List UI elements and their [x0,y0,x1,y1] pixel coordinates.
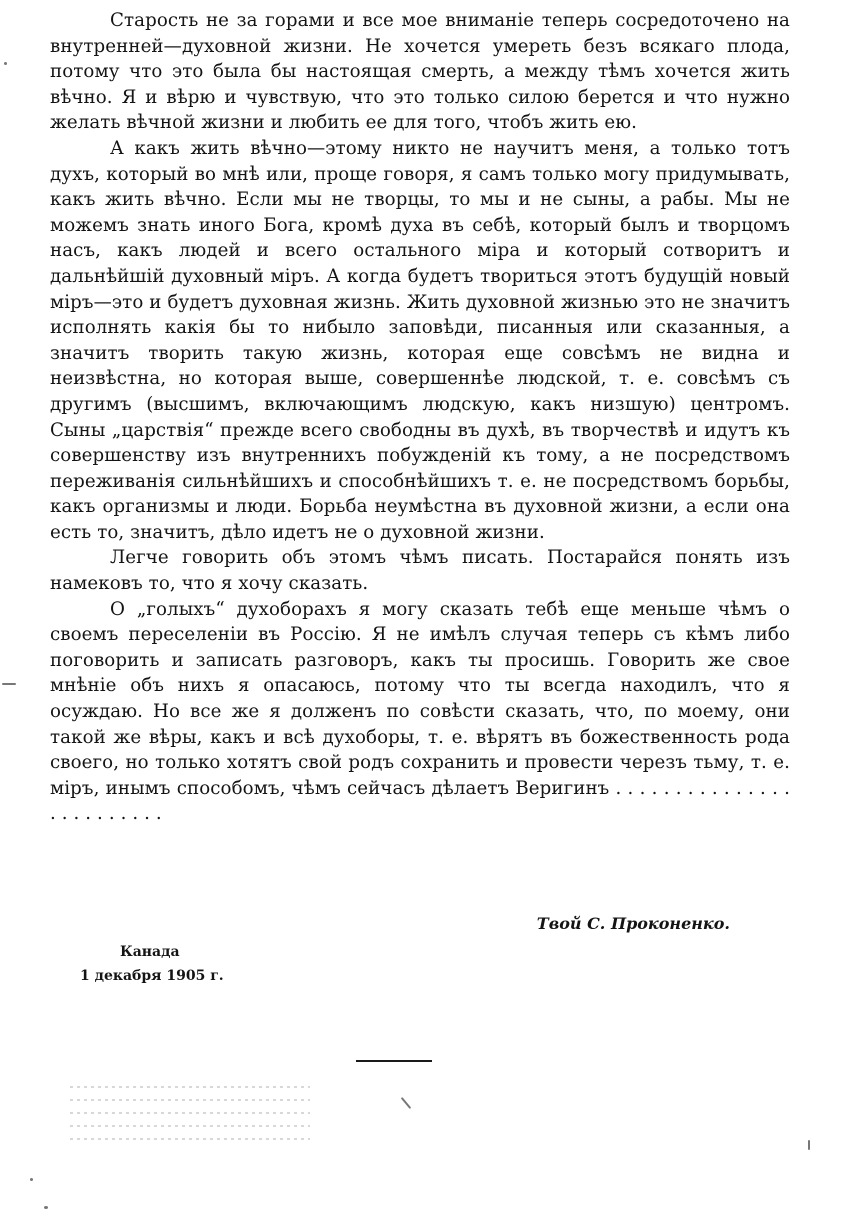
place-date-block [80,940,224,988]
scan-speck [44,1206,48,1209]
bleed-line [70,1125,310,1127]
bleed-line [70,1086,310,1088]
paragraph-3: Легче говорить объ этомъ чѣмъ писать. Постарайся понять изъ намековъ то, что я хочу сказать. [50,547,790,595]
bleed-line [70,1099,310,1101]
scan-speck [2,683,16,685]
date: 1 декабря 1905 г. [80,968,224,984]
place: Канада [120,944,180,960]
bleed-line [70,1112,310,1114]
bleed-through-text [70,1075,310,1151]
paragraph-4: О „голыхъ“ духоборахъ я могу сказать тебѣ еще меньше чѣмъ о своемъ переселеніи въ Россію. Я не имѣлъ случая теперь съ кѣмъ либо поговорить и записать разговоръ, какъ ты просишь. Говорить же свое мнѣніе объ нихъ я опасаюсь, потому что ты всегда находилъ, что я осуждаю. Но все же я долженъ по совѣсти сказать, что, по моему, они такой же вѣры, какъ и всѣ духоборы, т. е. вѣрятъ въ божественность рода своего, но только хотятъ свой родъ сохранить и провести черезъ тьму, т. е. міръ, инымъ способомъ, чѣмъ сейчасъ дѣлаетъ Веригинъ . . . . . . . . . . . . . . . . . . . . . . . . . [50,598,790,825]
bleed-line [70,1138,310,1140]
letter-body [50,8,790,827]
closing-rule [356,1060,432,1062]
scan-speck [30,1178,33,1181]
paragraph-1: Старость не за горами и все мое вниманіе теперь сосредоточено на внутренней—духовной жизни. Не хочется умереть безъ всякаго плода, потому что это была бы настоящая смерть, а между тѣмъ хочется жить вѣчно. Я и вѣрю и чувствую, что это только силою берется и что нужно желать вѣчной жизни и любить ее для того, чтобъ жить ею. [50,10,790,134]
signature: Твой С. Проконенко. [536,914,730,933]
scan-speck [401,1097,412,1109]
paragraph-2: А какъ жить вѣчно—этому никто не научитъ меня, а только тотъ духъ, который во мнѣ или, проще говоря, я самъ только могу придумывать, какъ жить вѣчно. Если мы не творцы, то мы и не сыны, а рабы. Мы не можемъ знать иного Бога, кромѣ духа въ себѣ, который былъ и творцомъ насъ, какъ людей и всего остального міра и который сотворитъ и дальнѣйшій духовный міръ. А когда будетъ твориться этотъ будущій новый міръ—это и будетъ духовная жизнь. Жить духовной жизнью это не значитъ исполнять какія бы то нибыло заповѣди, писанныя или сказанныя, а значитъ творить такую жизнь, которая еще совсѣмъ не видна и неизвѣстна, но которая выше, совершеннѣе людской, т. е. совсѣмъ съ другимъ (высшимъ, включающимъ людскую, какъ низшую) центромъ. Сыны „царствія“ прежде всего свободны въ духѣ, въ творчествѣ и идутъ къ совершенству изъ внутреннихъ побужденій къ тому, а не посредствомъ переживанія сильнѣйшихъ и способнѣйшихъ т. е. не посредствомъ борьбы, какъ организмы и люди. Борьба неумѣстна въ духовной жизни, а если она есть то, значитъ, дѣло идетъ не о духовной жизни. [50,137,790,543]
scan-speck [4,62,7,65]
scan-speck [808,1140,810,1150]
